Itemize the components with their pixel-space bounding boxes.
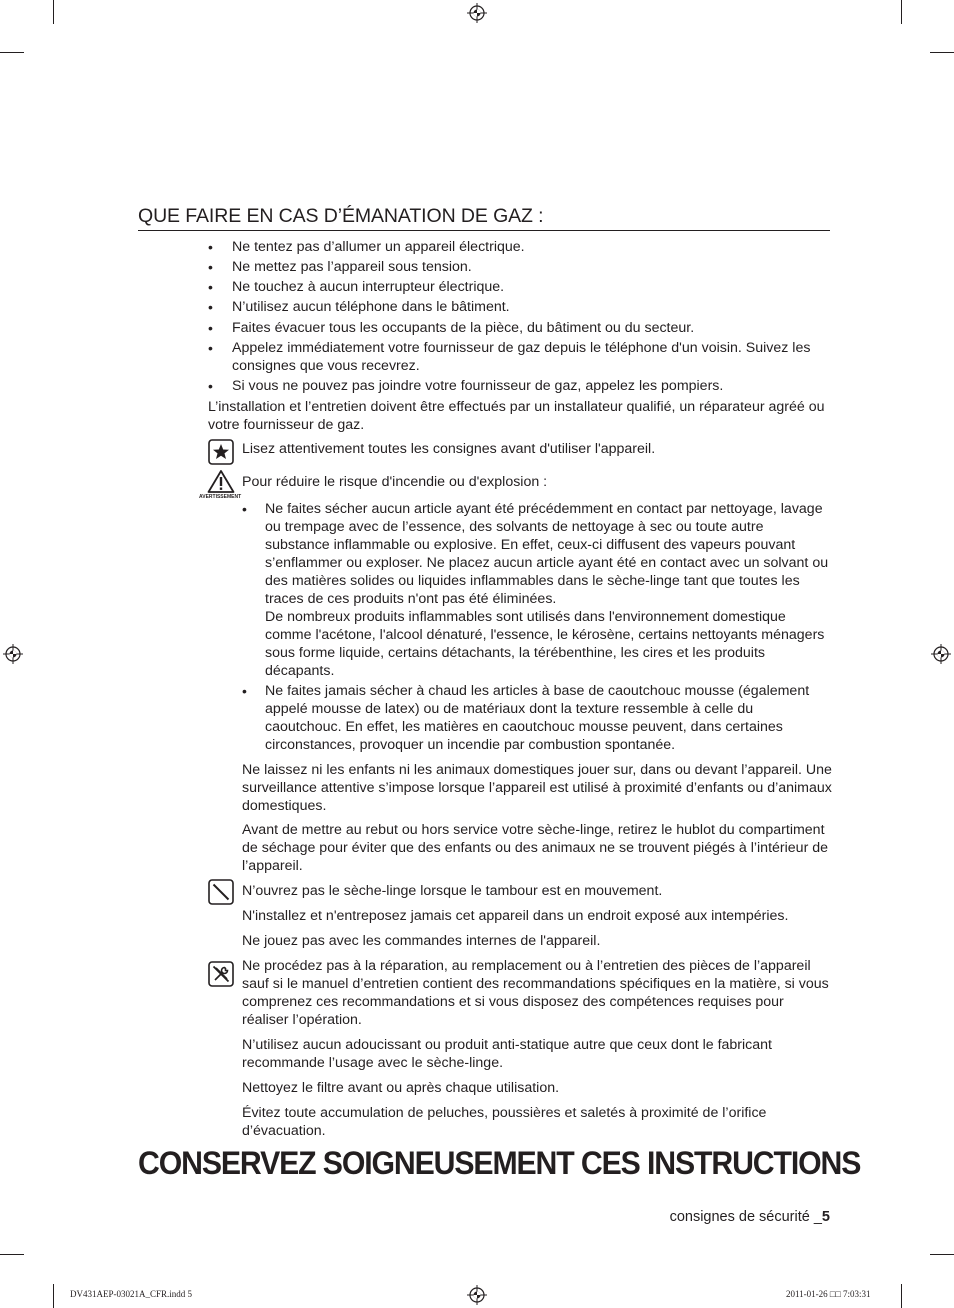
crop-mark	[0, 52, 24, 53]
gas-bullet-text: Ne tentez pas d’allumer un appareil électrique.	[232, 239, 525, 255]
gas-bullet-text: Si vous ne pouvez pas joindre votre fournisseur de gaz, appelez les pompiers.	[232, 378, 724, 394]
repair-note: Ne procédez pas à la réparation, au remplacement ou à l’entretien des pièces de l’appareil sauf si le manuel d’entretien contient des recommandations spécifiques en la matière, si vous comprenez ces recommandations et si vous disposez des compétences requises pour réaliser l’opération.	[242, 958, 829, 1028]
gas-bullet-text: Appelez immédiatement votre fournisseur de gaz depuis le téléphone d'un voisin. Suivez les consignes que vous recevrez.	[232, 340, 811, 374]
star-icon	[208, 439, 234, 465]
save-instructions-title: CONSERVEZ SOIGNEUSEMENT CES INSTRUCTIONS	[138, 1145, 861, 1181]
crop-mark	[53, 0, 54, 24]
warning-label: AVERTISSEMENT	[199, 494, 242, 500]
repair-note: N’utilisez aucun adoucissant ou produit anti-statique autre que ceux dont le fabricant recommande l’usage avec le sèche-linge.	[242, 1037, 772, 1071]
warning-intro: Pour réduire le risque d'incendie ou d'explosion :	[242, 474, 548, 490]
bullet: •	[208, 259, 213, 275]
warning-bullet-extra: De nombreux produits inflammables sont utilisés dans l'environnement domestique comme l'acétone, l'alcool dénaturé, l'essence, le kérosène, certains nettoyants ménagers sous forme liquide, certains détachants, la térébenthine, les cires et les produits décapants.	[265, 609, 825, 679]
warning-icon	[207, 469, 235, 494]
crop-mark	[0, 1254, 24, 1255]
no-repair-icon	[208, 961, 234, 987]
slug-file: DV431AEP-03021A_CFR.indd 5	[70, 1289, 193, 1299]
crop-mark	[901, 0, 902, 24]
bullet: •	[208, 239, 213, 255]
warning-bullet-text: Ne faites jamais sécher à chaud les articles à base de caoutchouc mousse (également appelé mousse de latex) ou de matériaux dont la texture ressemble à celle du caoutchouc. En effet, les matières en caoutchouc mousse peuvent, dans certaines circonstances, provoquer un incendie par combustion spontanée.	[265, 683, 810, 753]
registration-mark-icon	[467, 3, 487, 23]
crop-mark	[930, 1254, 954, 1255]
bullet: •	[208, 299, 213, 315]
gas-bullet-text: Ne mettez pas l’appareil sous tension.	[232, 259, 472, 275]
crop-mark	[901, 1284, 902, 1308]
page-number: 5	[821, 1209, 830, 1225]
bullet: •	[208, 340, 213, 356]
registration-mark-icon	[3, 644, 23, 664]
crop-mark	[930, 52, 954, 53]
section-heading: QUE FAIRE EN CAS D’ÉMANATION DE GAZ :	[138, 204, 830, 231]
gas-bullet-text: N’utilisez aucun téléphone dans le bâtiment.	[232, 299, 510, 315]
install-note: L’installation et l’entretien doivent être effectués par un installateur qualifié, un réparateur agréé ou votre fournisseur de gaz.	[208, 399, 825, 433]
footer-section: consignes de sécurité _	[669, 1209, 822, 1225]
repair-note: Évitez toute accumulation de peluches, poussières et saletés à proximité de l’orifice d’évacuation.	[242, 1105, 767, 1139]
warning-bullet-text: Ne faites sécher aucun article ayant été précédemment en contact par nettoyage, lavage ou trempage avec de l’essence, des solvants de nettoyage à sec ou toute autre substance inflammable ou explosive. En effet, ceux-ci diffusent des vapeurs pouvant s’enflammer ou exploser. Ne placez aucun article ayant été en contact avec un solvant ou des matières solides ou liquides inflammables dans le sèche-linge tant que toutes les traces de ces produits n'ont pas été éliminées.	[265, 501, 829, 607]
bullet: •	[242, 683, 247, 699]
crop-mark	[53, 1284, 54, 1308]
children-note: Ne laissez ni les enfants ni les animaux domestiques jouer sur, dans ou devant l’appareil. Une surveillance attentive s’impose lorsque l’appareil est utilisé à proximité d’enfants ou d’animaux domestiques.	[242, 762, 832, 814]
page-footer	[670, 1208, 830, 1226]
bullet: •	[208, 378, 213, 394]
bullet: •	[208, 320, 213, 336]
prohibit-note: N’ouvrez pas le sèche-linge lorsque le tambour est en mouvement.	[242, 883, 663, 899]
bullet: •	[242, 501, 247, 517]
prohibition-icon	[208, 879, 234, 905]
prohibit-note: Ne jouez pas avec les commandes internes de l'appareil.	[242, 933, 601, 949]
registration-mark-icon	[931, 644, 951, 664]
disposal-note: Avant de mettre au rebut ou hors service votre sèche-linge, retirez le hublot du compartiment de séchage pour éviter que des enfants ou des animaux ne se trouvent piégés à l’intérieur de l’appareil.	[242, 822, 829, 874]
registration-mark-icon	[467, 1285, 487, 1305]
repair-note: Nettoyez le filtre avant ou après chaque utilisation.	[242, 1080, 560, 1096]
star-note: Lisez attentivement toutes les consignes avant d'utiliser l'appareil.	[242, 441, 656, 457]
gas-bullet-text: Ne touchez à aucun interrupteur électrique.	[232, 279, 505, 295]
gas-bullet-text: Faites évacuer tous les occupants de la pièce, du bâtiment ou du secteur.	[232, 320, 695, 336]
bullet: •	[208, 279, 213, 295]
prohibit-note: N'installez et n'entreposez jamais cet appareil dans un endroit exposé aux intempéries.	[242, 908, 789, 924]
slug-date: 2011-01-26 □□ 7:03:31	[786, 1289, 871, 1299]
